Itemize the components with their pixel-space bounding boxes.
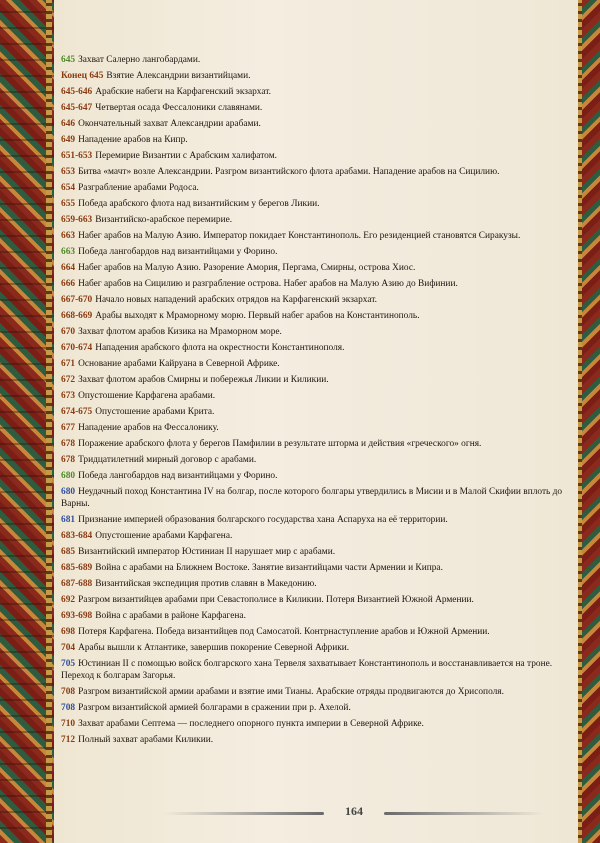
entry-text: Набег арабов на Малую Азию. Разорение Амория, Пергама, Смирны, острова Хиос. bbox=[78, 263, 416, 273]
entry-year: 663 bbox=[61, 231, 76, 241]
entry-text: Основание арабами Кайруана в Северной Африке. bbox=[78, 359, 280, 369]
entry-text: Начало новых нападений арабских отрядов на Карфагенский экзархат. bbox=[95, 295, 377, 305]
chronology-list bbox=[61, 54, 574, 750]
entry-text: Арабы выходят к Мраморному морю. Первый набег арабов на Константинополь. bbox=[95, 311, 420, 321]
entry-text: Арабские набеги на Карфагенский экзархат. bbox=[95, 87, 272, 97]
chronology-entry bbox=[61, 310, 574, 322]
chronology-entry bbox=[61, 626, 574, 638]
entry-text: Арабы вышли к Атлантике, завершив покорение Северной Африки. bbox=[78, 643, 350, 654]
chronology-entry bbox=[61, 150, 574, 162]
entry-text: Битва «мачт» возле Александрии. Разгром византийского флота арабами. Нападение арабов на Сицилию. bbox=[78, 167, 500, 177]
chronology-entry bbox=[61, 278, 574, 290]
entry-year: 705 bbox=[61, 659, 76, 670]
chronology-entry bbox=[61, 54, 574, 66]
entry-text: Захват флотом арабов Кизика на Мраморном море. bbox=[78, 327, 282, 337]
chronology-entry bbox=[61, 642, 574, 654]
footer-rule-left bbox=[164, 812, 324, 815]
entry-year: 649 bbox=[61, 135, 76, 145]
chronology-entry bbox=[61, 246, 574, 258]
chronology-entry bbox=[61, 486, 574, 510]
entry-text: Перемирие Византии с Арабским халифатом. bbox=[95, 151, 277, 161]
entry-text: Разграбление арабами Родоса. bbox=[78, 183, 199, 193]
page-footer bbox=[164, 803, 544, 823]
entry-year: 698 bbox=[61, 627, 76, 638]
entry-year: 670-674 bbox=[61, 343, 93, 353]
entry-text: Четвертая осада Фессалоники славянами. bbox=[95, 103, 263, 113]
chronology-entry bbox=[61, 86, 574, 98]
chronology-entry bbox=[61, 562, 574, 574]
chronology-entry bbox=[61, 358, 574, 370]
entry-year: 674-675 bbox=[61, 407, 93, 417]
chronology-entry bbox=[61, 262, 574, 274]
entry-year: 710 bbox=[61, 719, 76, 730]
entry-text: Неудачный поход Константина IV на болгар, после которого болгары утвердились в Мисии и в Малой Скифии вплоть до Варны. bbox=[61, 487, 563, 510]
entry-text: Захват флотом арабов Смирны и побережья Ликии и Киликии. bbox=[78, 375, 329, 385]
entry-year: 653 bbox=[61, 167, 76, 177]
entry-text: Поражение арабского флота у берегов Памфилии в результате шторма и действия «греческого» огня. bbox=[78, 439, 482, 449]
entry-year: 651-653 bbox=[61, 151, 93, 161]
entry-year: 687-688 bbox=[61, 579, 93, 590]
chronology-entry bbox=[61, 214, 574, 226]
chronology-entry bbox=[61, 594, 574, 606]
chronology-entry bbox=[61, 734, 574, 746]
chronology-entry bbox=[61, 198, 574, 210]
chronology-entry bbox=[61, 718, 574, 730]
entry-year: 708 bbox=[61, 703, 76, 714]
entry-text: Нападения арабского флота на окрестности Константинополя. bbox=[95, 343, 345, 353]
entry-text: Потеря Карфагена. Победа византийцев под Самосатой. Контрнаступление арабов и Южной Армении. bbox=[78, 627, 490, 638]
entry-year: 677 bbox=[61, 423, 76, 433]
chronology-entry bbox=[61, 342, 574, 354]
entry-year: 668-669 bbox=[61, 311, 93, 321]
chronology-entry bbox=[61, 294, 574, 306]
entry-year: 712 bbox=[61, 735, 76, 746]
ornamental-border-right bbox=[578, 0, 600, 843]
entry-text: Победа лангобардов над византийцами у Форино. bbox=[78, 247, 278, 257]
chronology-entry bbox=[61, 686, 574, 698]
entry-text: Нападение арабов на Кипр. bbox=[78, 135, 188, 145]
entry-year: 646 bbox=[61, 119, 76, 129]
chronology-entry bbox=[61, 546, 574, 558]
entry-text: Признание империей образования болгарского государства хана Аспаруха на её территории. bbox=[78, 515, 448, 526]
entry-year: 685 bbox=[61, 547, 76, 558]
entry-text: Разгром византийцев арабами при Севастополисе в Киликии. Потеря Византией Южной Армении. bbox=[78, 595, 474, 606]
entry-year: 708 bbox=[61, 687, 76, 698]
entry-year: 672 bbox=[61, 375, 76, 385]
chronology-entry bbox=[61, 70, 574, 82]
entry-text: Победа арабского флота над византийским у берегов Ликии. bbox=[78, 199, 320, 209]
chronology-entry bbox=[61, 390, 574, 402]
entry-year: 645-647 bbox=[61, 103, 93, 113]
entry-text: Разгром византийской армии арабами и взятие ими Тианы. Арабские отряды продвигаются до Хрисополя. bbox=[78, 687, 504, 698]
entry-text: Победа лангобардов над византийцами у Форино. bbox=[78, 471, 278, 481]
entry-year: 685-689 bbox=[61, 563, 93, 574]
entry-text: Полный захват арабами Киликии. bbox=[78, 735, 214, 746]
chronology-entry bbox=[61, 454, 574, 466]
page-number: 164 bbox=[345, 804, 363, 818]
entry-year: Конец 645 bbox=[61, 71, 104, 81]
entry-text: Нападение арабов на Фессалонику. bbox=[78, 423, 219, 433]
chronology-entry bbox=[61, 438, 574, 450]
footer-rule-right bbox=[384, 812, 544, 815]
page bbox=[54, 0, 578, 843]
entry-text: Война с арабами в районе Карфагена. bbox=[95, 611, 246, 622]
entry-year: 664 bbox=[61, 263, 76, 273]
ornamental-border-left bbox=[0, 0, 54, 843]
entry-year: 659-663 bbox=[61, 215, 93, 225]
chronology-entry bbox=[61, 374, 574, 386]
chronology-entry bbox=[61, 134, 574, 146]
chronology-entry bbox=[61, 422, 574, 434]
entry-year: 654 bbox=[61, 183, 76, 193]
entry-year: 678 bbox=[61, 439, 76, 449]
entry-year: 670 bbox=[61, 327, 76, 337]
entry-year: 645 bbox=[61, 55, 76, 65]
entry-year: 666 bbox=[61, 279, 76, 289]
chronology-entry bbox=[61, 702, 574, 714]
entry-text: Византийская экспедиция против славян в Македонию. bbox=[95, 579, 317, 590]
entry-year: 673 bbox=[61, 391, 76, 401]
entry-year: 645-646 bbox=[61, 87, 93, 97]
chronology-entry bbox=[61, 530, 574, 542]
entry-text: Византийский император Юстиниан II нарушает мир с арабами. bbox=[78, 547, 336, 558]
entry-year: 671 bbox=[61, 359, 76, 369]
chronology-entry bbox=[61, 514, 574, 526]
entry-text: Опустошение Карфагена арабами. bbox=[78, 391, 216, 401]
chronology-entry bbox=[61, 610, 574, 622]
chronology-entry bbox=[61, 326, 574, 338]
entry-year: 683-684 bbox=[61, 531, 93, 542]
chronology-entry bbox=[61, 578, 574, 590]
entry-year: 680 bbox=[61, 487, 76, 497]
entry-text: Набег арабов на Малую Азию. Император покидает Константинополь. Его резиденцией становятся Сиракузы. bbox=[78, 231, 521, 241]
chronology-entry bbox=[61, 166, 574, 178]
entry-year: 655 bbox=[61, 199, 76, 209]
entry-text: Окончательный захват Александрии арабами. bbox=[78, 119, 261, 129]
entry-year: 704 bbox=[61, 643, 76, 654]
entry-text: Тридцатилетний мирный договор с арабами. bbox=[78, 455, 257, 465]
chronology-entry bbox=[61, 658, 574, 682]
entry-text: Разгром византийской армией болгарами в сражении при р. Ахелой. bbox=[78, 703, 351, 714]
entry-year: 680 bbox=[61, 471, 76, 481]
entry-text: Взятие Александрии византийцами. bbox=[106, 71, 251, 81]
chronology-entry bbox=[61, 470, 574, 482]
entry-year: 681 bbox=[61, 515, 76, 526]
entry-year: 693-698 bbox=[61, 611, 93, 622]
chronology-entry bbox=[61, 102, 574, 114]
chronology-entry bbox=[61, 118, 574, 130]
entry-text: Опустошение арабами Крита. bbox=[95, 407, 215, 417]
chronology-entry bbox=[61, 182, 574, 194]
entry-text: Византийско-арабское перемирие. bbox=[95, 215, 233, 225]
chronology-entry bbox=[61, 230, 574, 242]
entry-text: Захват арабами Септема — последнего опорного пункта империи в Северной Африке. bbox=[78, 719, 424, 730]
entry-text: Набег арабов на Сицилию и разграбление острова. Набег арабов на Малую Азию до Вифинии. bbox=[78, 279, 458, 289]
entry-year: 678 bbox=[61, 455, 76, 465]
entry-text: Война с арабами на Ближнем Востоке. Занятие византийцами части Армении и Кипра. bbox=[95, 563, 443, 574]
entry-year: 663 bbox=[61, 247, 76, 257]
entry-text: Опустошение арабами Карфагена. bbox=[95, 531, 233, 542]
entry-year: 692 bbox=[61, 595, 76, 606]
entry-text: Юстиниан II с помощью войск болгарского хана Тервеля захватывает Константинополь и восстанавливается на троне. Переход к болгарам Загорья. bbox=[61, 659, 553, 682]
entry-year: 667-670 bbox=[61, 295, 93, 305]
entry-text: Захват Салерно лангобардами. bbox=[78, 55, 201, 65]
chronology-entry bbox=[61, 406, 574, 418]
